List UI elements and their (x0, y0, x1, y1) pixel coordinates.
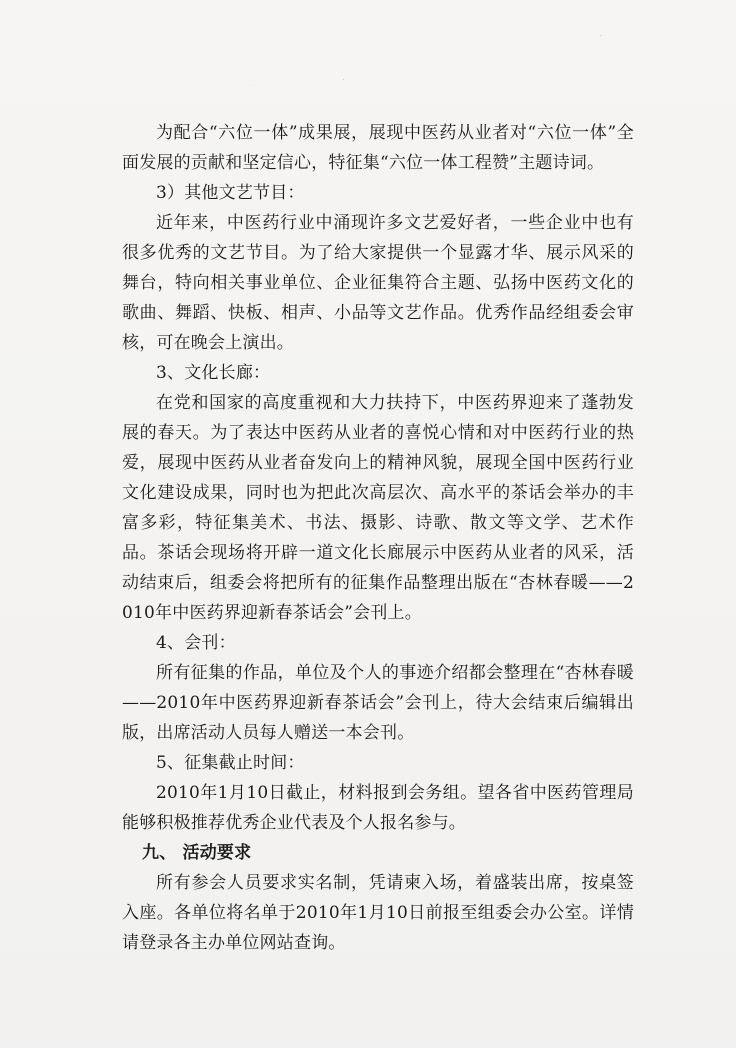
heading-culture-corridor: 3、文化长廊： (156, 363, 271, 383)
scan-speck (600, 35, 601, 36)
document-body (122, 118, 634, 958)
paragraph-journal: 所有征集的作品，单位及个人的事迹介绍都会整理在“杏林春暖——2010年中医药界迎新春茶话会”会刊上，待大会结束后编辑出版，出席活动人员每人赠送一本会刊。 (122, 663, 634, 743)
paragraph-deadline: 2010年1月10日截止，材料报到会务组。望各省中医药管理局能够积极推荐优秀企业代表及个人报名参与。 (122, 783, 634, 833)
scan-speck (430, 467, 431, 468)
section-heading-requirements: 九、 活动要求 (142, 843, 252, 863)
heading-other-performances: 3）其他文艺节目： (156, 183, 305, 203)
paragraph-performances: 近年来，中医药行业中涌现许多文艺爱好者，一些企业中也有很多优秀的文艺节目。为了给大家提供一个显露才华、展示风采的舞台，特向相关事业单位、企业征集符合主题、弘扬中医药文化的歌曲、舞蹈、快板、相声、小品等文艺作品。优秀作品经组委会审核，可在晚会上演出。 (122, 213, 634, 353)
heading-journal: 4、会刊： (156, 633, 236, 653)
scan-speck (343, 79, 344, 80)
paragraph-poetry-call: 为配合“六位一体”成果展，展现中医药从业者对“六位一体”全面发展的贡献和坚定信心，特征集“六位一体工程赞”主题诗词。 (122, 123, 634, 173)
heading-deadline: 5、征集截止时间： (156, 753, 305, 773)
paragraph-requirements: 所有参会人员要求实名制，凭请柬入场，着盛装出席，按桌签入座。各单位将名单于2010年1月10日前报至组委会办公室。详情请登录各主办单位网站查询。 (122, 873, 634, 953)
paragraph-culture-corridor: 在党和国家的高度重视和大力扶持下，中医药界迎来了蓬勃发展的春天。为了表达中医药从业者的喜悦心情和对中医药行业的热爱，展现中医药从业者奋发向上的精神风貌，展现全国中医药行业文化建设成果，同时也为把此次高层次、高水平的茶话会举办的丰富多彩，特征集美术、书法、摄影、诗歌、散文等文学、艺术作品。茶话会现场将开辟一道文化长廊展示中医药从业者的风采，活动结束后，组委会将把所有的征集作品整理出版在“杏林春暖——2010年中医药界迎新春茶话会”会刊上。 (122, 393, 634, 623)
